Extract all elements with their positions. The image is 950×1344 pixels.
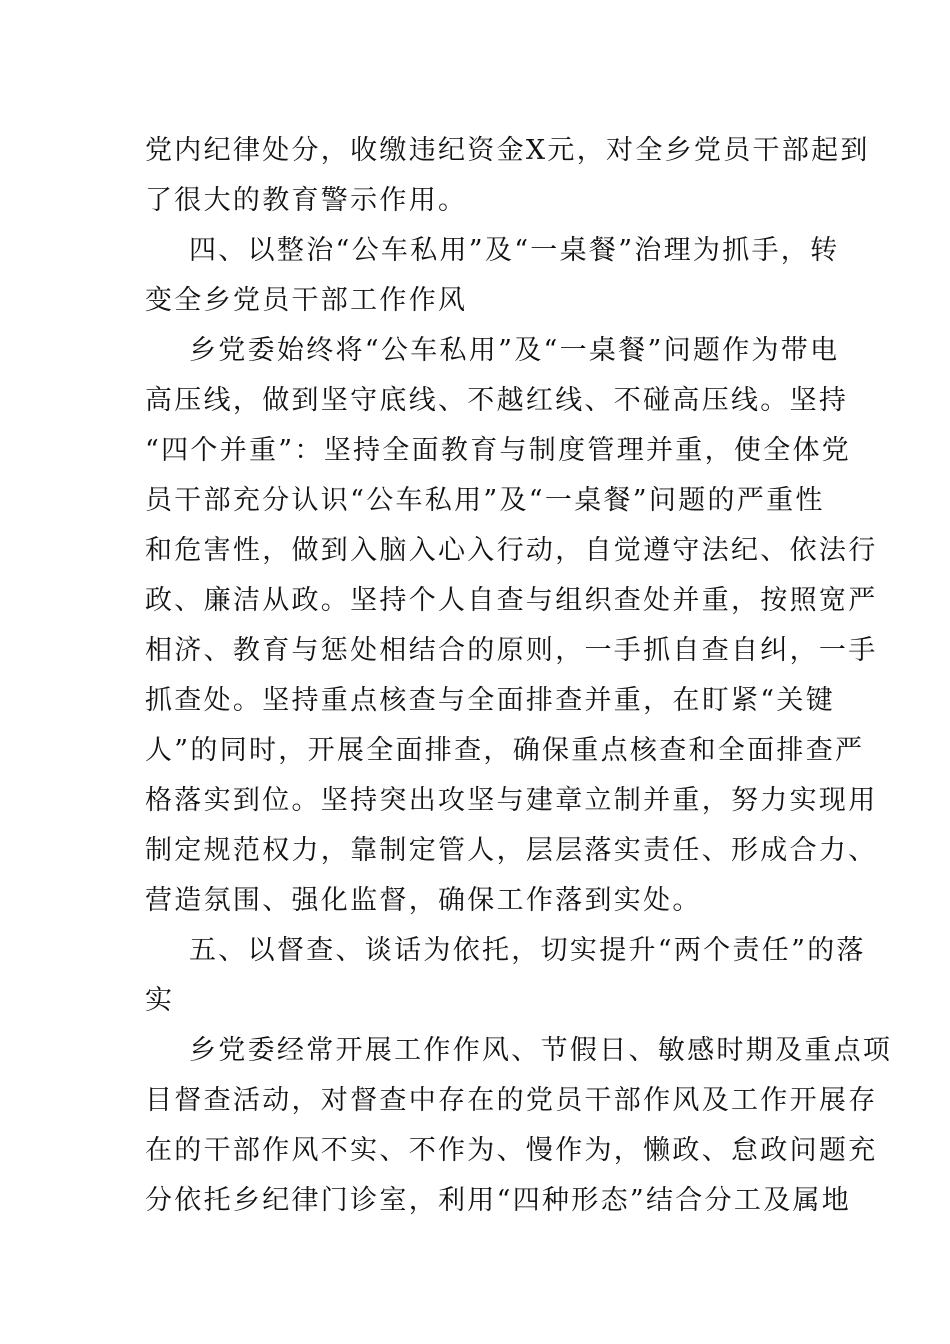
text-line: 营造氛围、强化监督，确保工作落到实处。 bbox=[145, 885, 702, 916]
text-line: 和危害性，做到入脑入心入行动，自觉遵守法纪、依法行 bbox=[145, 535, 878, 566]
document-body bbox=[145, 126, 893, 1226]
text-line: 人”的同时，开展全面排查，确保重点核查和全面排查严 bbox=[145, 735, 865, 766]
section-heading-5: 五、以督查、谈话为依托，切实提升“两个责任”的落 bbox=[189, 935, 866, 966]
text-line: 高压线，做到坚守底线、不越红线、不碰高压线。坚持 bbox=[145, 385, 849, 416]
text-line: 在的干部作风不实、不作为、慢作为，懒政、怠政问题充 bbox=[145, 1135, 878, 1166]
section-heading-5-cont: 实 bbox=[145, 985, 175, 1016]
text-line: 乡党委始终将“公车私用”及“一桌餐”问题作为带电 bbox=[189, 335, 840, 366]
text-line: 党内纪律处分，收缴违纪资金X元，对全乡党员干部起到 bbox=[145, 135, 870, 166]
text-line: 相济、教育与惩处相结合的原则，一手抓自查自纠，一手 bbox=[145, 635, 878, 666]
text-line: “四个并重”：坚持全面教育与制度管理并重，使全体党 bbox=[145, 435, 852, 466]
text-line: 格落实到位。坚持突出攻坚与建章立制并重，努力实现用 bbox=[145, 785, 878, 816]
section-heading-4: 四、以整治“公车私用”及“一桌餐”治理为抓手，转 bbox=[189, 235, 840, 266]
section-heading-4-cont: 变全乡党员干部工作作风 bbox=[145, 285, 468, 316]
text-line: 乡党委经常开展工作作风、节假日、敏感时期及重点项 bbox=[189, 1035, 893, 1066]
text-line: 员干部充分认识“公车私用”及“一桌餐”问题的严重性 bbox=[145, 485, 825, 516]
text-line: 抓查处。坚持重点核查与全面排查并重，在盯紧“关键 bbox=[145, 685, 836, 716]
text-line: 政、廉洁从政。坚持个人自查与组织查处并重，按照宽严 bbox=[145, 585, 878, 616]
text-line: 分依托乡纪律门诊室，利用“四种形态”结合分工及属地 bbox=[145, 1185, 852, 1216]
text-line: 了很大的教育警示作用。 bbox=[145, 185, 468, 216]
text-line: 制定规范权力，靠制定管人，层层落实责任、形成合力、 bbox=[145, 835, 878, 866]
text-line: 目督查活动，对督查中存在的党员干部作风及工作开展存 bbox=[145, 1085, 878, 1116]
